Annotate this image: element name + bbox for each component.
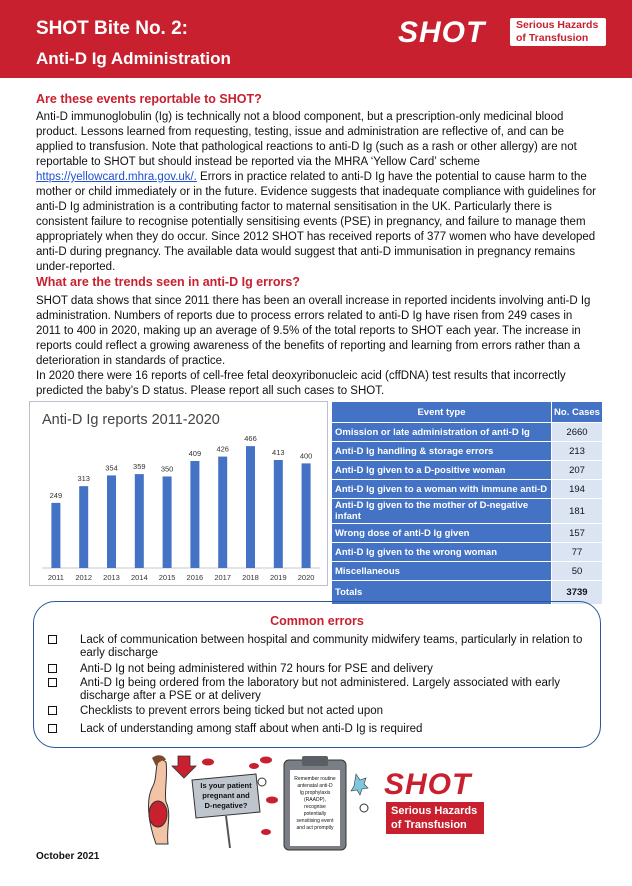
error-text: Anti-D Ig not being administered within 72 hours for PSE and delivery bbox=[80, 663, 433, 675]
cases-cell: 194 bbox=[552, 480, 603, 499]
x-tick-label-2014: 2014 bbox=[130, 573, 148, 582]
event-cell: Anti-D Ig given to a woman with immune anti-D bbox=[332, 480, 552, 499]
bite-number-title: SHOT Bite No. 2: bbox=[36, 18, 189, 39]
bar-2018 bbox=[246, 446, 255, 568]
shot-logo bbox=[398, 16, 608, 48]
data-label-2011: 249 bbox=[49, 490, 63, 500]
clipboard-line: and act promptly bbox=[296, 825, 334, 831]
error-text: Checklists to prevent errors being ticked but not acted upon bbox=[80, 705, 384, 717]
data-label-2016: 409 bbox=[188, 449, 202, 459]
table-row bbox=[332, 461, 603, 480]
bottom-tagline-line2: of Transfusion bbox=[391, 819, 467, 831]
checkbox-icon bbox=[48, 678, 57, 687]
reportable-text-part1: Anti-D immunoglobulin (Ig) is technically not a blood component, but a prescription-only medicinal blood product. Lessons learned from requesting, testing, issue and administration are reflective of, and can be applied to transfusion. Note that pathological reactions to anti-D Ig (such as a rash or other allergy) are not reportable to SHOT but should instead be reported via the MHRA ‘Yellow Card’ scheme bbox=[36, 111, 577, 168]
total-label-cell: Totals bbox=[332, 581, 552, 605]
checkbox-icon bbox=[48, 706, 57, 715]
error-text: Lack of understanding among staff about when anti-D Ig is required bbox=[80, 723, 423, 735]
data-label-2013: 354 bbox=[105, 463, 118, 473]
clipboard-line: Ig prophylaxis bbox=[299, 790, 331, 796]
table-row bbox=[332, 423, 603, 442]
checkbox-icon bbox=[48, 664, 57, 673]
table-row bbox=[332, 562, 603, 581]
cases-cell: 213 bbox=[552, 442, 603, 461]
table-row bbox=[332, 442, 603, 461]
clipboard-line: sensitising event bbox=[296, 818, 334, 824]
x-tick-label-2012: 2012 bbox=[75, 573, 93, 582]
checkbox-icon bbox=[48, 724, 57, 733]
table-row bbox=[332, 499, 603, 524]
header-event-type: Event type bbox=[332, 402, 552, 423]
bar-2019 bbox=[274, 460, 283, 568]
x-tick-label-2020: 2020 bbox=[297, 573, 315, 582]
table-row bbox=[332, 480, 603, 499]
event-cell: Anti-D Ig given to a D-positive woman bbox=[332, 461, 552, 480]
yellowcard-link[interactable]: https://yellowcard.mhra.gov.uk/. bbox=[36, 171, 197, 183]
event-type-table bbox=[331, 401, 603, 605]
section-heading-reportable: Are these events reportable to SHOT? bbox=[36, 92, 262, 106]
header-no-cases: No. Cases bbox=[552, 402, 603, 423]
event-cell: Anti-D Ig handling & storage errors bbox=[332, 442, 552, 461]
x-tick-label-2016: 2016 bbox=[186, 573, 204, 582]
shot-logo-tagline bbox=[510, 18, 606, 46]
shot-logo-bottom bbox=[384, 768, 488, 838]
common-errors-title: Common errors bbox=[270, 614, 364, 628]
x-tick-label-2015: 2015 bbox=[158, 573, 176, 582]
down-arrow-icon bbox=[172, 756, 196, 778]
data-label-2015: 350 bbox=[160, 464, 174, 474]
pregnant-woman-icon bbox=[149, 755, 169, 844]
trends-paragraph-2: In 2020 there were 16 reports of cell-free fetal deoxyribonucleic acid (cffDNA) test results that incorrectly predicted the baby’s D status. Please report all such cases to SHOT. bbox=[36, 370, 566, 397]
bar-2017 bbox=[218, 457, 227, 568]
table-header-row bbox=[332, 402, 603, 423]
logo-tagline-line2: of Transfusion bbox=[516, 32, 589, 44]
event-cell: Anti-D Ig given to the mother of D-negative infant bbox=[332, 499, 552, 524]
clipboard-icon bbox=[284, 756, 346, 850]
chart-plot bbox=[30, 402, 327, 585]
clipboard-line: antenatal anti-D bbox=[297, 783, 333, 789]
data-label-2018: 466 bbox=[244, 434, 257, 444]
table-row bbox=[332, 524, 603, 543]
total-value-cell: 3739 bbox=[552, 581, 603, 605]
bar-2012 bbox=[79, 486, 88, 568]
common-errors-box bbox=[33, 601, 601, 748]
x-tick-label-2013: 2013 bbox=[103, 573, 120, 582]
x-tick-label-2017: 2017 bbox=[214, 573, 232, 582]
bar-2020 bbox=[302, 463, 311, 568]
clipboard-line: recognise bbox=[304, 804, 326, 810]
data-label-2020: 400 bbox=[299, 451, 313, 461]
data-label-2012: 313 bbox=[77, 474, 90, 484]
footer-date: October 2021 bbox=[36, 851, 100, 862]
table-row bbox=[332, 543, 603, 562]
reportable-text-part2: Errors in practice related to anti-D Ig have the potential to cause harm to the mother or child immediately or in the future. Evidence suggests that inadequate compliance with guidelines for anti-D Ig administration is a contributing factor to maternal sensitisation in the UK. Particularly there is consistent failure to recognise potentially sensitising events (PSE) in pregnancy, and failure to manage them appropriately when they do occur. Since 2012 SHOT has received reports of 377 women who have developed anti-D during pregnancy. The available data would suggest that anti-D immunisation in pregnancy remains under-reported. bbox=[36, 171, 596, 273]
section-reportable-text bbox=[36, 110, 598, 275]
clipboard-line: (RAADP), bbox=[304, 797, 326, 803]
shot-logo-bottom-word: SHOT bbox=[384, 768, 472, 801]
data-label-2017: 426 bbox=[216, 444, 229, 454]
bottom-tagline-line1: Serious Hazards bbox=[391, 805, 478, 817]
sign-text-line3: D-negative? bbox=[204, 801, 248, 810]
cases-cell: 77 bbox=[552, 543, 603, 562]
section-heading-trends: What are the trends seen in anti-D Ig errors? bbox=[36, 275, 300, 289]
pregnancy-illustration bbox=[138, 752, 378, 852]
sign-text-line1: Is your patient bbox=[200, 781, 252, 790]
event-cell: Omission or late administration of anti-D Ig bbox=[332, 423, 552, 442]
trends-paragraph-1: SHOT data shows that since 2011 there has been an overall increase in reported incidents involving anti-D Ig administration. Numbers of reports due to process errors related to anti-D Ig have risen from 249 cases in 2011 to 400 in 2020, making up an average of 9.5% of the total reports to SHOT each year. The increase in reports could reflect a growing awareness of the benefits of reporting and learning from errors rather than a deterioration in standards of practice. bbox=[36, 295, 591, 367]
checkbox-icon bbox=[48, 635, 57, 644]
cases-cell: 2660 bbox=[552, 423, 603, 442]
bar-2013 bbox=[107, 475, 116, 568]
cases-cell: 207 bbox=[552, 461, 603, 480]
bar-2014 bbox=[135, 474, 144, 568]
data-label-2019: 413 bbox=[272, 447, 285, 457]
cases-cell: 181 bbox=[552, 499, 603, 524]
data-label-2014: 359 bbox=[133, 462, 146, 472]
clipboard-line: potentially bbox=[303, 811, 327, 817]
event-cell: Miscellaneous bbox=[332, 562, 552, 581]
error-text: Lack of communication between hospital and community midwifery teams, particularly in relation to early discharge bbox=[80, 634, 583, 659]
page-title: Anti-D Ig Administration bbox=[36, 49, 231, 68]
chart-title: Anti-D Ig reports 2011-2020 bbox=[42, 412, 220, 428]
sign-text-line2: pregnant and bbox=[202, 791, 250, 800]
x-tick-label-2019: 2019 bbox=[269, 573, 287, 582]
reports-chart bbox=[29, 401, 328, 586]
shot-logo-bottom-tagline bbox=[386, 802, 484, 834]
x-tick-label-2018: 2018 bbox=[242, 573, 259, 582]
x-tick-label-2011: 2011 bbox=[47, 573, 64, 582]
logo-tagline-line1: Serious Hazards bbox=[516, 19, 599, 31]
cases-cell: 50 bbox=[552, 562, 603, 581]
clipboard-line: Remember routine bbox=[294, 776, 336, 782]
event-cell: Anti-D Ig given to the wrong woman bbox=[332, 543, 552, 562]
cases-cell: 157 bbox=[552, 524, 603, 543]
bar-2011 bbox=[51, 503, 60, 568]
bar-2016 bbox=[190, 461, 199, 568]
header-banner bbox=[0, 0, 632, 78]
error-text: Anti-D Ig being ordered from the laboratory but not administered. Largely associated with early discharge after a PSE or at delivery bbox=[80, 677, 561, 702]
shot-logo-word: SHOT bbox=[398, 16, 486, 49]
event-cell: Wrong dose of anti-D Ig given bbox=[332, 524, 552, 543]
bar-2015 bbox=[163, 476, 172, 568]
